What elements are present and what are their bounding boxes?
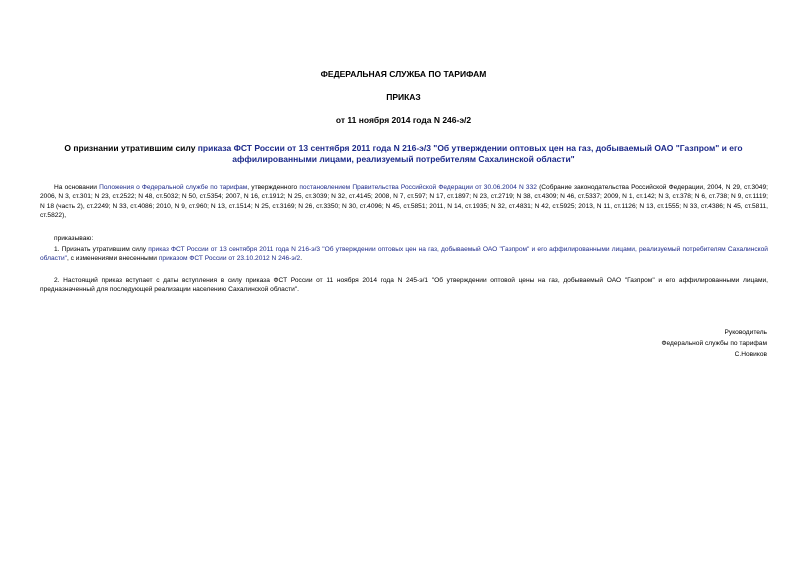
item-1-text-1: 1. Признать утратившим силу xyxy=(54,246,149,253)
document-type: ПРИКАЗ xyxy=(386,92,421,102)
item-1-text-3: . xyxy=(300,255,303,263)
signature-position: Руководитель xyxy=(724,329,767,336)
item-2-text: 2. Настоящий приказ вступает с даты вступления в силу приказа ФСТ России от 11 ноября 2014 года N 245-э/1 "Об утверждении оптовой цены на газ, добываемый ОАО "Газпром" и его аффилированными лицами, предназначенный для последующей реализации населению Сахалинской области". xyxy=(40,277,768,294)
link-order-246[interactable]: приказом ФСТ России от 23.10.2012 N 246-э/2 xyxy=(158,255,301,263)
item-2-paragraph xyxy=(40,276,768,295)
agency-name: ФЕДЕРАЛЬНАЯ СЛУЖБА ПО ТАРИФАМ xyxy=(320,69,487,79)
link-order-216[interactable]: приказ ФСТ России от 13 сентября 2011 года N 216-э/3 "Об утверждении оптовых цен на газ, добываемый ОАО "Газпром" и его аффилированными лицами, реализуемый потребителям Сахалинской области" xyxy=(40,246,768,263)
title-link-order-216[interactable]: приказа ФСТ России от 13 сентября 2011 года N 216-э/3 "Об утверждении оптовых цен на газ, добываемый ОАО "Газпром" и его аффилированными лицами, реализуемый потребителям Сахалинской области" xyxy=(197,143,743,164)
item-1-text-2: , с изменениями внесенными xyxy=(67,255,159,263)
document-date: от 11 ноября 2014 года N 246-э/2 xyxy=(335,115,472,125)
basis-text-2: , утвержденного xyxy=(247,184,300,191)
item-1-paragraph xyxy=(40,245,768,264)
basis-text-1: На основании xyxy=(54,184,100,191)
signature-block xyxy=(662,327,768,360)
basis-text-3: (Собрание законодательства Российской Федерации, 2004, N 29, ст.3049; 2006, N 3, ст.301; N 23, ст.2522; N 48, ст.5032; N 50, ст.5354; 2007, N 16, ст.1912; N 25, ст.3039; N 32, ст.4145; 2008, N 7, ст.597; N 17, ст.1897; N 23, ст.2719; N 38, ст.4309; N 46, ст.5337; 2009, N 1, ст.142; N 3, ст.378; N 6, ст.738; N 9, ст.1119; N 18 (часть 2), ст.2249; N 33, ст.4086; 2010, N 9, ст.960; N 13, ст.1514; N 25, ст.3169; N 26, ст.3350; N 30, ст.4096; N 45, ст.5851; 2011, N 14, ст.1935; N 32, ст.4831; N 42, ст.5925; 2013, N 11, ст.1126; N 13, ст.1555; N 33, ст.4386; N 45, ст.5811, ст.5822), xyxy=(40,184,768,219)
order-paragraph xyxy=(40,234,768,243)
basis-paragraph xyxy=(40,183,768,220)
link-government-decree-332[interactable]: постановлением Правительства Российской Федерации от 30.06.2004 N 332 xyxy=(299,184,537,191)
document-title xyxy=(40,143,767,165)
signature-name: С.Новиков xyxy=(734,351,767,358)
signature-organization: Федеральной службы по тарифам xyxy=(661,340,767,347)
title-prefix: О признании утратившим силу xyxy=(64,143,198,153)
order-word: приказываю: xyxy=(54,235,94,242)
link-regulation-fst[interactable]: Положения о Федеральной службе по тарифам xyxy=(99,184,248,191)
